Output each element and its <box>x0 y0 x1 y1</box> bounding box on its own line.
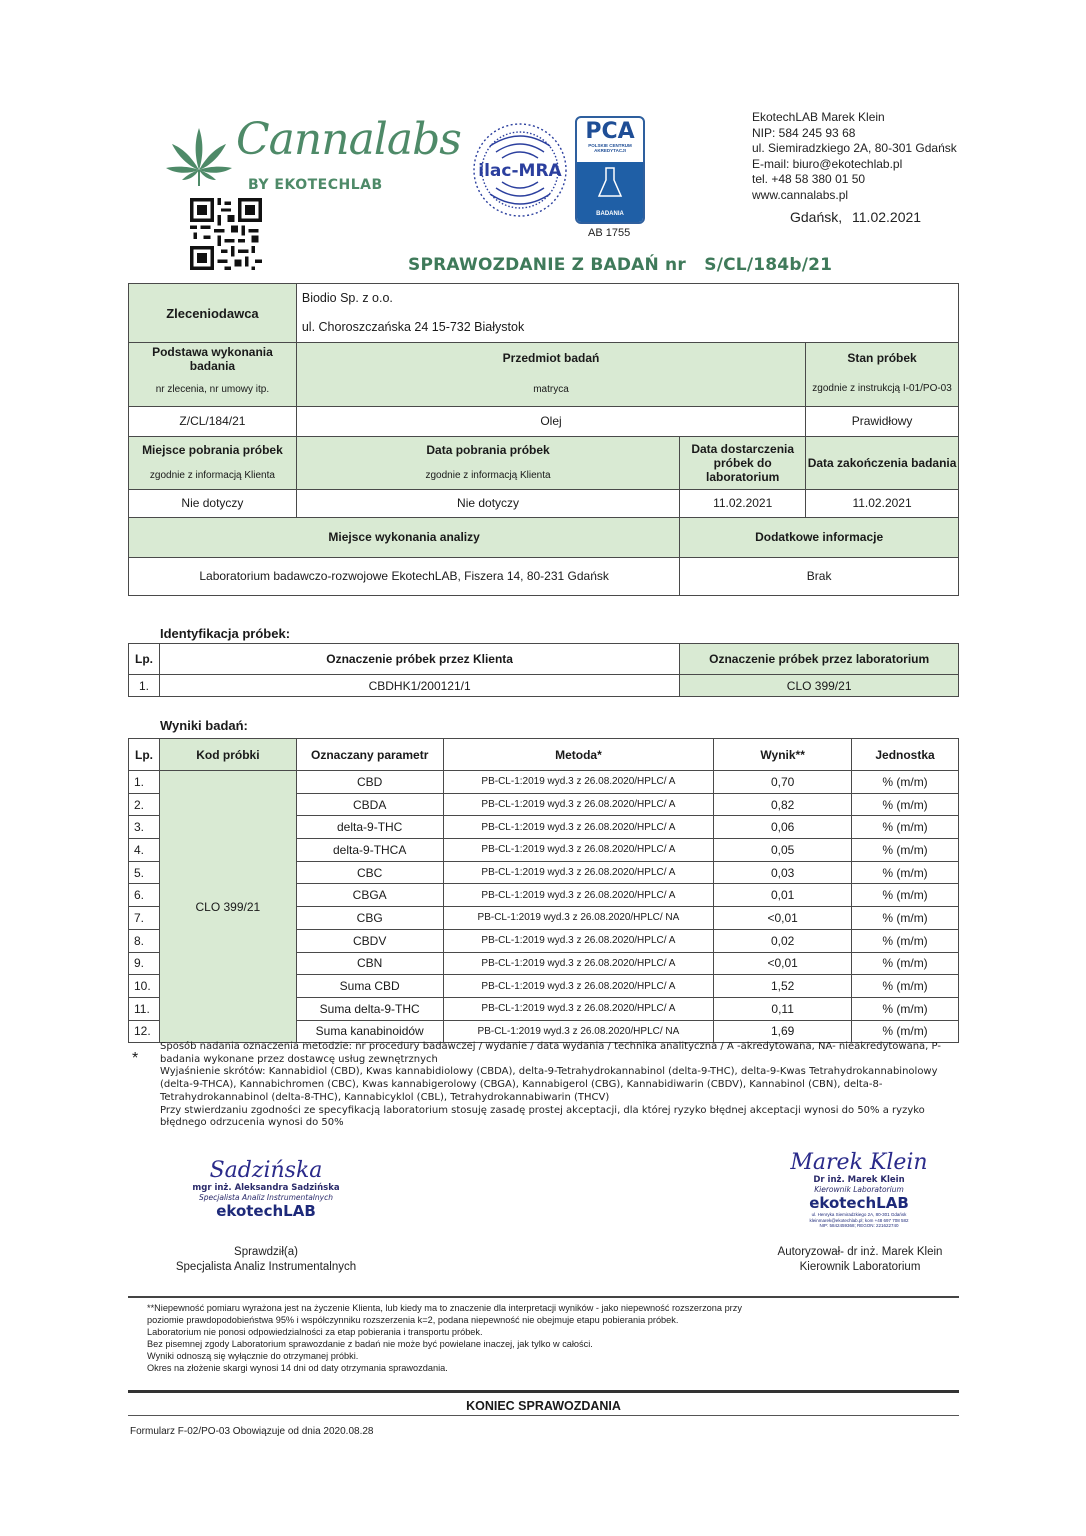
row-result: <0,01 <box>714 907 852 930</box>
checked-by-label: Sprawdził(a) <box>234 1246 298 1258</box>
delivery-date-value: 11.02.2021 <box>680 489 806 517</box>
id-client-code: CBDHK1/200121/1 <box>159 675 679 697</box>
row-parameter: Suma kanabinoidów <box>296 1020 443 1043</box>
end-date-value: 11.02.2021 <box>806 489 959 517</box>
company-nip: NIP: 584 245 93 68 <box>752 125 856 140</box>
footnote-complaint: Okres na złożenie skargi wynosi 14 dni od daty otrzymania sprawozdania. <box>147 1362 448 1373</box>
divider <box>128 1390 959 1393</box>
row-result: 1,69 <box>714 1020 852 1043</box>
id-col-lab-code: Oznaczenie próbek przez laboratorium <box>680 644 959 675</box>
pca-badge: BADANIA <box>596 211 624 217</box>
logo-tagline: BY EKOTECHLAB <box>248 177 383 193</box>
row-result: 0,06 <box>714 816 852 839</box>
row-parameter: CBDV <box>296 929 443 952</box>
row-result: 1,52 <box>714 975 852 998</box>
authorized-by-role: Kierownik Laboratorium <box>799 1261 921 1273</box>
company-name: EkotechLAB Marek Klein <box>752 110 885 124</box>
row-parameter: CBD <box>296 771 443 794</box>
row-parameter: CBC <box>296 861 443 884</box>
company-website[interactable]: www.cannalabs.pl <box>752 187 849 202</box>
row-method: PB-CL-1:2019 wyd.3 z 26.08.2020/HPLC/ A <box>443 997 714 1020</box>
cannalabs-logo <box>162 108 461 198</box>
row-parameter: CBGA <box>296 884 443 907</box>
row-method: PB-CL-1:2019 wyd.3 z 26.08.2020/HPLC/ A <box>443 884 714 907</box>
ilac-mra-logo-icon <box>470 116 570 224</box>
row-lp: 6. <box>129 884 160 907</box>
row-method: PB-CL-1:2019 wyd.3 z 26.08.2020/HPLC/ A <box>443 816 714 839</box>
company-phone: tel. +48 58 380 01 50 <box>752 172 866 186</box>
subject-sub: matryca <box>296 373 805 406</box>
row-parameter: CBDA <box>296 793 443 816</box>
row-parameter: Suma CBD <box>296 975 443 998</box>
stamp-brand: ekotechLAB <box>809 1194 909 1212</box>
row-lp: 10. <box>129 975 160 998</box>
row-unit: % (m/m) <box>852 793 959 816</box>
row-unit: % (m/m) <box>852 771 959 794</box>
footnote-liability: Laboratorium nie ponosi odpowiedzialności za etap pobierania i transportu próbek. <box>147 1326 483 1337</box>
signature-script: Marek Klein <box>790 1150 928 1175</box>
footnotes <box>147 1303 947 1374</box>
sampling-place-sub: zgodnie z informacją Klienta <box>129 463 297 489</box>
end-of-report: KONIEC SPRAWOZDANIA <box>466 1399 621 1413</box>
row-unit: % (m/m) <box>852 907 959 930</box>
report-info-table <box>128 283 959 596</box>
table-row <box>129 675 959 697</box>
sampling-place-label: Miejsce pobrania próbek <box>129 436 297 463</box>
sampling-date-label: Data pobrania próbek <box>296 436 679 463</box>
note-method-format: Sposób nadania oznaczenia metodzie: nr procedury badawczej / wydanie / data wydania / technika analityczna / A -akredytowana, NA- nieakredytowana, P-badania wykonane przez dostawcę usług zewnętrznych <box>160 1041 941 1065</box>
row-method: PB-CL-1:2019 wyd.3 z 26.08.2020/HPLC/ NA <box>443 907 714 930</box>
flask-icon <box>595 162 625 204</box>
row-result: 0,70 <box>714 771 852 794</box>
stamp-ids: NIP: 5842459368; REGON: 221622740 <box>819 1223 899 1228</box>
client-address: ul. Choroszczańska 24 15-732 Białystok <box>296 313 958 343</box>
res-col-unit: Jednostka <box>852 739 959 771</box>
stamp-contact: kleinmarek@ekotechlab.pl; kom +48 697 708 582 <box>809 1217 909 1223</box>
delivery-date-label: Data dostarczenia próbek do laboratorium <box>680 436 806 489</box>
res-col-result: Wynik** <box>714 739 852 771</box>
row-lp: 2. <box>129 793 160 816</box>
row-method: PB-CL-1:2019 wyd.3 z 26.08.2020/HPLC/ A <box>443 975 714 998</box>
company-address: ul. Siemiradzkiego 2A, 80-301 Gdańsk <box>752 141 957 155</box>
additional-info-value: Brak <box>680 557 959 595</box>
checked-by-role: Specjalista Analiz Instrumentalnych <box>175 1261 357 1273</box>
cannabis-leaf-icon <box>164 126 234 188</box>
results-table <box>128 738 959 1043</box>
subject-value: Olej <box>296 406 805 436</box>
row-lp: 12. <box>129 1020 160 1043</box>
place-date: Gdańsk, 11.02.2021 <box>790 209 922 225</box>
identification-header-row <box>129 644 959 675</box>
row-method: PB-CL-1:2019 wyd.3 z 26.08.2020/HPLC/ A <box>443 771 714 794</box>
row-lp: 5. <box>129 861 160 884</box>
svg-text:ilac-MRA: ilac-MRA <box>478 161 562 181</box>
row-unit: % (m/m) <box>852 929 959 952</box>
asterisk-marker: * <box>132 1050 139 1067</box>
row-lp: 11. <box>129 997 160 1020</box>
footnote-uncertainty-2: poziomie prawdopodobieństwa 95% i współczynniku rozszerzenia k=2, podana niepewność nie obejmuje etapu pobierania próbek. <box>147 1314 679 1325</box>
row-unit: % (m/m) <box>852 997 959 1020</box>
state-label: Stan próbek <box>806 343 959 374</box>
state-sub: zgodnie z instrukcją I-01/PO-03 <box>806 373 959 406</box>
row-unit: % (m/m) <box>852 861 959 884</box>
row-method: PB-CL-1:2019 wyd.3 z 26.08.2020/HPLC/ A <box>443 929 714 952</box>
row-result: 0,82 <box>714 793 852 816</box>
analysis-place-value: Laboratorium badawczo-rozwojowe EkotechLAB, Fiszera 14, 80-231 Gdańsk <box>129 557 680 595</box>
row-result: 0,03 <box>714 861 852 884</box>
accreditation-number: AB 1755 <box>588 227 631 239</box>
basis-sub: nr zlecenia, nr umowy itp. <box>129 373 297 406</box>
method-notes <box>160 1041 960 1130</box>
signer-role: Kierownik Laboratorium <box>814 1185 904 1194</box>
pca-accreditation-logo <box>575 116 645 224</box>
pca-subtitle: POLSKIE CENTRUM AKREDYTACJI <box>588 143 632 153</box>
client-name: Biodio Sp. z o.o. <box>296 284 958 313</box>
row-result: <0,01 <box>714 952 852 975</box>
id-col-client-code: Oznaczenie próbek przez Klienta <box>159 644 679 675</box>
stamp-brand: ekotechLAB <box>216 1202 316 1220</box>
basis-value: Z/CL/184/21 <box>129 406 297 436</box>
row-unit: % (m/m) <box>852 1020 959 1043</box>
row-unit: % (m/m) <box>852 816 959 839</box>
checked-by-caption <box>150 1245 382 1275</box>
row-result: 0,01 <box>714 884 852 907</box>
row-unit: % (m/m) <box>852 884 959 907</box>
sampling-place-value: Nie dotyczy <box>129 489 297 517</box>
row-method: PB-CL-1:2019 wyd.3 z 26.08.2020/HPLC/ A <box>443 952 714 975</box>
table-row <box>129 771 959 794</box>
signer-name: Dr inż. Marek Klein <box>813 1175 905 1185</box>
sampling-date-value: Nie dotyczy <box>296 489 679 517</box>
id-col-lp: Lp. <box>129 644 160 675</box>
note-abbreviations: Wyjaśnienie skrótów: Kannabidiol (CBD), Kwas kannabidiolowy (CBDA), delta-9-Tetrahydrokannabinol (delta-9-THC), delta-9-Kwas Tetrahydrokannabinolowy (delta-9-THCA), Kannabichromen (CBC), Kwas kannabigerolowy (CBGA), Kannabigerol (CBG), Kannabidiwarin (CBDV), Kannabinol (CBN), delta-8-Tetrahydrokannabinol (delta-8-THC), Kannabicyklol (CBL), Tetrahydrokannabiwarin (THCV) <box>160 1066 938 1103</box>
authorized-by-caption <box>760 1245 960 1275</box>
note-decision-rule: Przy stwierdzaniu zgodności ze specyfikacją laboratorium stosuję zasadę prostej akceptacji, dla której ryzyko błędnej akceptacji wynosi do 50% a ryzyko błędnego odrzucenia wynosi do 50% <box>160 1104 925 1129</box>
footnote-copy: Bez pisemnej zgody Laboratorium sprawozdanie z badań nie może być powielane inaczej, jak tylko w całości. <box>147 1338 593 1349</box>
basis-label: Podstawa wykonania badania <box>129 343 297 374</box>
sample-code: CLO 399/21 <box>159 771 296 1043</box>
footnote-scope: Wyniki odnoszą się wyłącznie do otrzymanej próbki. <box>147 1350 359 1361</box>
row-result: 0,02 <box>714 929 852 952</box>
res-col-method: Metoda* <box>443 739 714 771</box>
row-result: 0,05 <box>714 839 852 862</box>
signature-script: Sadzińska <box>209 1158 323 1183</box>
analysis-place-label: Miejsce wykonania analizy <box>129 517 680 557</box>
signer-role: Specjalista Analiz Instrumentalnych <box>199 1193 333 1202</box>
row-lp: 4. <box>129 839 160 862</box>
form-identifier: Formularz F-02/PO-03 Obowiązuje od dnia 2020.08.28 <box>130 1426 374 1437</box>
row-parameter: delta-9-THCA <box>296 839 443 862</box>
res-col-code: Kod próbki <box>159 739 296 771</box>
stamp-address: ul. Henryka Siemiradzkiego 2A, 80-301 Gdańsk <box>811 1212 907 1217</box>
report-title: SPRAWOZDANIE Z BADAŃ nr S/CL/184b/21 <box>408 255 833 275</box>
results-header-row <box>129 739 959 771</box>
row-parameter: CBG <box>296 907 443 930</box>
row-result: 0,11 <box>714 997 852 1020</box>
row-method: PB-CL-1:2019 wyd.3 z 26.08.2020/HPLC/ A <box>443 839 714 862</box>
divider <box>128 1296 959 1298</box>
additional-info-label: Dodatkowe informacje <box>680 517 959 557</box>
row-method: PB-CL-1:2019 wyd.3 z 26.08.2020/HPLC/ NA <box>443 1020 714 1043</box>
id-lab-code: CLO 399/21 <box>680 675 959 697</box>
state-value: Prawidłowy <box>806 406 959 436</box>
row-lp: 1. <box>129 771 160 794</box>
row-unit: % (m/m) <box>852 975 959 998</box>
subject-label: Przedmiot badań <box>296 343 805 374</box>
footnote-uncertainty-1: **Niepewność pomiaru wyrażona jest na życzenie Klienta, lub kiedy ma to znaczenie dla interpretacji wyników - jako niepewność rozszerzona przy <box>147 1303 742 1313</box>
end-date-label: Data zakończenia badania <box>806 436 959 489</box>
row-parameter: delta-9-THC <box>296 816 443 839</box>
divider <box>128 1415 959 1416</box>
row-unit: % (m/m) <box>852 839 959 862</box>
res-col-param: Oznaczany parametr <box>296 739 443 771</box>
identification-heading: Identyfikacja próbek: <box>160 626 291 641</box>
logo-script-text: Cannalabs <box>236 114 461 165</box>
signer-name: mgr inż. Aleksandra Sadzińska <box>192 1183 340 1193</box>
identification-table <box>128 643 959 697</box>
signature-stamp-right <box>784 1150 934 1229</box>
id-lp: 1. <box>129 675 160 697</box>
row-lp: 9. <box>129 952 160 975</box>
row-lp: 7. <box>129 907 160 930</box>
qr-code-icon <box>190 198 262 270</box>
authorized-by-label: Autoryzował- dr inż. Marek Klein <box>777 1246 943 1258</box>
row-unit: % (m/m) <box>852 952 959 975</box>
row-method: PB-CL-1:2019 wyd.3 z 26.08.2020/HPLC/ A <box>443 793 714 816</box>
row-parameter: CBN <box>296 952 443 975</box>
row-lp: 8. <box>129 929 160 952</box>
pca-title: PCA <box>585 119 635 144</box>
signature-stamp-left <box>166 1158 366 1220</box>
company-info <box>752 110 957 203</box>
row-lp: 3. <box>129 816 160 839</box>
row-parameter: Suma delta-9-THC <box>296 997 443 1020</box>
row-method: PB-CL-1:2019 wyd.3 z 26.08.2020/HPLC/ A <box>443 861 714 884</box>
sampling-date-sub: zgodnie z informacją Klienta <box>296 463 679 489</box>
res-col-lp: Lp. <box>129 739 160 771</box>
results-heading: Wyniki badań: <box>160 718 248 733</box>
company-email[interactable]: E-mail: biuro@ekotechlab.pl <box>752 156 903 171</box>
client-label: Zleceniodawca <box>129 284 297 343</box>
